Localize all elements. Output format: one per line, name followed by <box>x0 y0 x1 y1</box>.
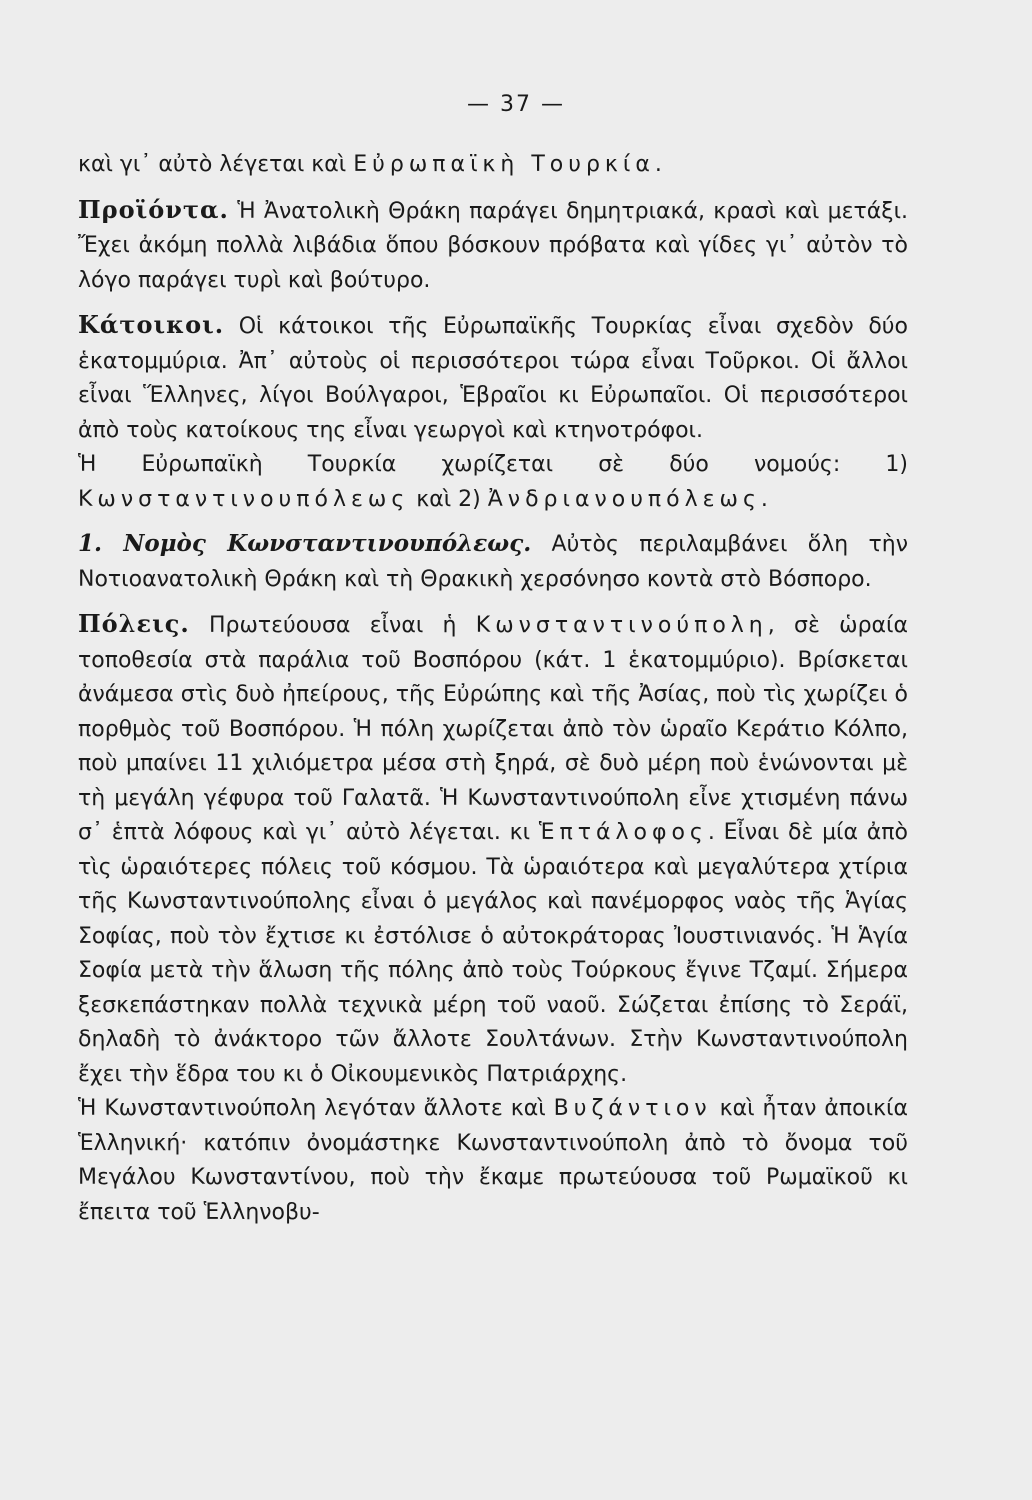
division-mid: καὶ 2) <box>409 486 488 512</box>
body-text <box>78 148 908 1230</box>
history-body: καὶ ἦταν ἀποικία Ἑλληνική· κατόπιν ὀνομάστηκε Κωνσταντινούπολη ἀπὸ τὸ ὄνομα τοῦ Μεγάλου Κωνσταντίνου, ποὺ τὴν ἔκαμε πρωτεύουσα τοῦ Ρωμαϊκοῦ κι ἔπειτα τοῦ Ἑλληνοβυ- <box>78 1096 908 1225</box>
products-paragraph <box>78 193 908 299</box>
inhabitants-body: Οἱ κάτοικοι τῆς Εὐρωπαϊκῆς Τουρκίας εἶναι σχεδὸν δύο ἑκατομμύρια. Ἀπ᾽ αὐτοὺς οἱ περισσότεροι τώρα εἶναι Τοῦρκοι. Οἱ ἄλλοι εἶναι Ἕλληνες, λίγοι Βούλγαροι, Ἑβραῖοι κι Εὐρωπαῖοι. Οἱ περισσότεροι ἀπὸ τοὺς κατοίκους της εἶναι γεωργοὶ καὶ κτηνοτρόφοι. <box>78 314 908 443</box>
cities-heading: Πόλεις. <box>78 609 190 638</box>
intro-text: καὶ γι᾽ αὐτὸ λέγεται καὶ <box>78 152 354 177</box>
division-end: . <box>760 486 768 512</box>
prefecture-paragraph <box>78 527 908 597</box>
cities-pre: Πρωτεύουσα εἶναι ἡ <box>208 613 476 638</box>
prefecture-heading: 1. Νομὸς Κωνσταντινουπόλεως. <box>78 530 532 557</box>
cities-capital: Κωνσταντινούπολη <box>475 613 768 638</box>
inhabitants-heading: Κάτοικοι. <box>78 310 225 339</box>
division-name-2: Ἀνδριανουπόλεως <box>487 486 761 512</box>
intro-line <box>78 148 908 183</box>
page-number: — 37 — <box>467 92 565 117</box>
cities-paragraph <box>78 607 908 1092</box>
inhabitants-paragraph <box>78 308 908 448</box>
history-pre: Ἡ Κωνσταντινούπολη λεγόταν ἄλλοτε καὶ <box>78 1096 554 1121</box>
products-heading: Προϊόντα. <box>78 194 229 224</box>
division-name-1: Κωνσταντινουπόλεως <box>78 486 410 512</box>
division-paragraph <box>78 448 908 517</box>
division-text: Ἡ Εὐρωπαϊκὴ Τουρκία χωρίζεται σὲ δύο νομούς: 1) <box>78 452 908 477</box>
products-body: Ἡ Ἀνατολικὴ Θράκη παράγει δημητριακά, κρασὶ καὶ μετάξι. Ἔχει ἀκόμη πολλὰ λιβάδια ὅπου βόσκουν πρόβατα καὶ γίδες γι᾽ αὐτὸν τὸ λόγο παράγει τυρὶ καὶ βούτυρο. <box>78 198 909 293</box>
prefecture-body: Αὐτὸς περιλαμβάνει ὅλη τὴν Νοτιοανατολικὴ Θράκη καὶ τὴ Θρακικὴ χερσόνησο κοντὰ στὸ Βόσπορο. <box>78 532 908 592</box>
cities-body-1: , σὲ ὡραία τοποθεσία στὰ παράλια τοῦ Βοσπόρου (κάτ. 1 ἑκατομμύριο). Βρίσκεται ἀνάμεσα στὶς δυὸ ἠπείρους, τῆς Εὐρώπης καὶ τῆς Ἀσίας, ποὺ τὶς χωρίζει ὁ πορθμὸς τοῦ Βοσπόρου. Ἡ πόλη χωρίζεται ἀπὸ τὸν ὡραῖο Κεράτιο Κόλπο, ποὺ μπαίνει 11 χιλιόμετρα μέσα στὴ ξηρά, σὲ δυὸ μέρη ποὺ ἑνώνονται μὲ τὴ μεγάλη γέφυρα τοῦ Γαλατᾶ. Ἡ Κωνσταντινούπολη εἶνε χτισμένη πάνω σ᾽ ἑπτὰ λόφους καὶ γι᾽ αὐτὸ λέγεται. κι <box>78 613 908 845</box>
history-byzantion: Βυζάντιον <box>553 1096 712 1121</box>
history-paragraph <box>78 1092 908 1230</box>
cities-seven-hills: Ἑπτάλοφος <box>538 820 708 845</box>
cities-body-2: . Εἶναι δὲ μία ἀπὸ τὶς ὡραιότερες πόλεις τοῦ κόσμου. Τὰ ὡραιότερα καὶ μεγαλύτερα χτίρια τῆς Κωνσταντινούπολης εἶναι ὁ μεγάλος καὶ πανέμορφος ναὸς τῆς Ἁγίας Σοφίας, ποὺ τὸν ἔχτισε κι ἐστόλισε ὁ αὐτοκράτορας Ἰουστινιανός. Ἡ Ἁγία Σοφία μετὰ τὴν ἅλωση τῆς πόλης ἀπὸ τοὺς Τούρκους ἔγινε Τζαμί. Σήμερα ξεσκεπάστηκαν πολλὰ τεχνικὰ μέρη τοῦ ναοῦ. Σώζεται ἐπίσης τὸ Σεράϊ, δηλαδὴ τὸ ἀνάκτορο τῶν ἄλλοτε Σουλτάνων. Στὴν Κωνσταντινούπολη ἔχει τὴν ἕδρα του κι ὁ Οἰκουμενικὸς Πατριάρχης. <box>78 820 908 1087</box>
intro-spaced-term: Εὐρωπαϊκὴ Τουρκία. <box>353 152 667 177</box>
